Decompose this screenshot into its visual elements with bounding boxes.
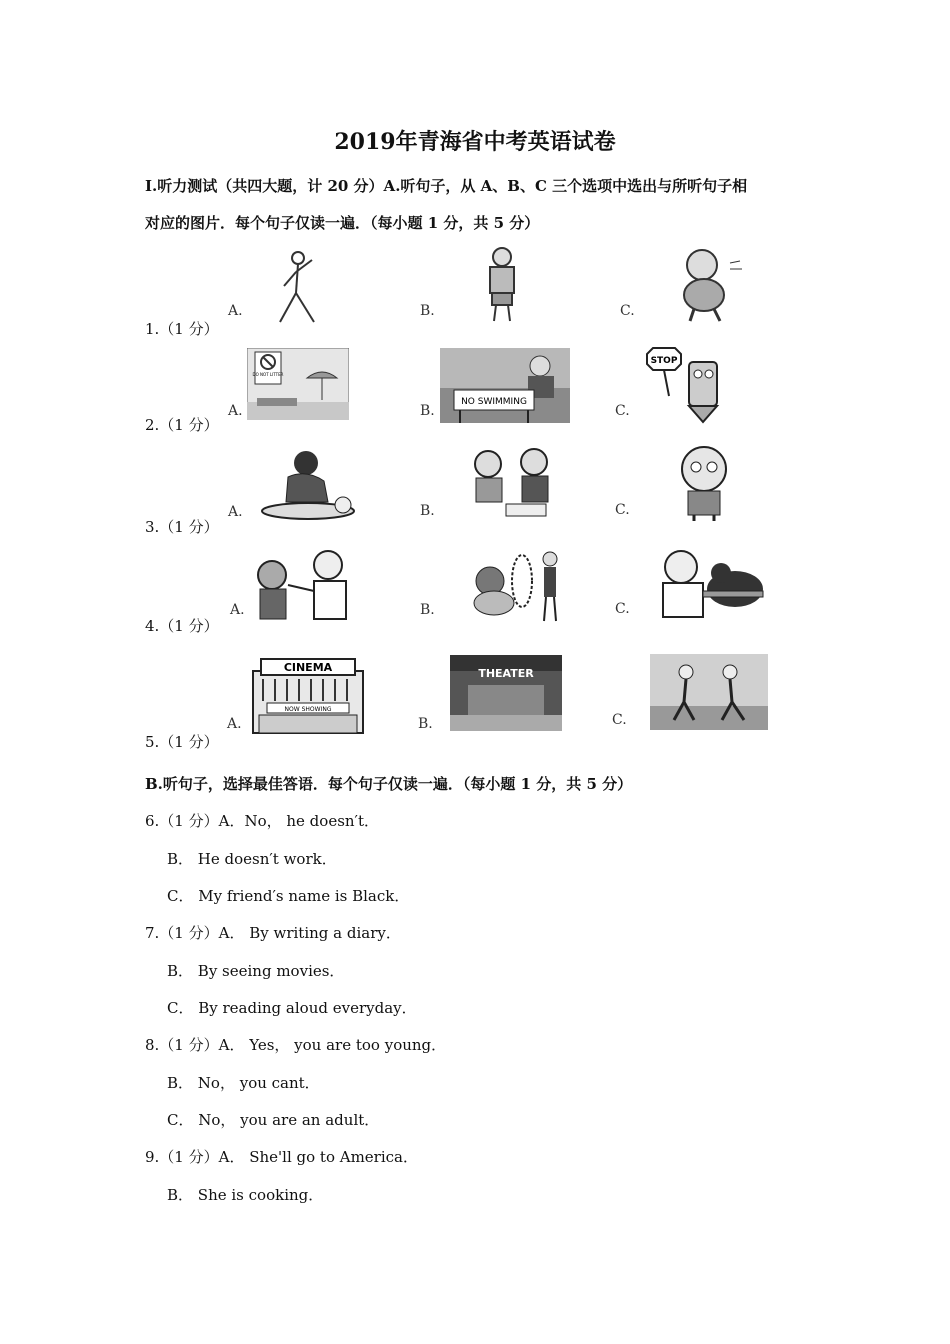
q1-option-c-label: C. xyxy=(620,303,635,319)
q5-option-b-label: B. xyxy=(418,716,433,732)
q3-helping-friend-image xyxy=(462,446,567,526)
q1-walking-man-image xyxy=(270,248,330,328)
question-6-option-c: C． My friend′s name is Black． xyxy=(167,887,410,905)
question-6-option-b: B． He doesn′t work． xyxy=(167,850,337,868)
q2-no-swimming-text: NO SWIMMING xyxy=(461,397,527,407)
q5-option-a-label: A. xyxy=(227,716,242,732)
question-7-option-c: C． By reading aloud everyday． xyxy=(167,999,417,1017)
section-b-instruction: B.听句子，选择最佳答语．每个句子仅读一遍．（每小题 1 分，共 5 分） xyxy=(145,775,633,793)
question-9-option-a: 9.（1 分）A． She'll go to America． xyxy=(145,1148,418,1166)
q3-sick-boy-image xyxy=(660,443,750,523)
q4-vet-dog-image xyxy=(645,545,775,620)
q5-theater-text: THEATER xyxy=(478,667,534,680)
q2-option-c-label: C. xyxy=(615,403,630,419)
q4-option-c-label: C. xyxy=(615,601,630,617)
q5-option-c-label: C. xyxy=(612,712,627,728)
q2-option-b-label: B. xyxy=(420,403,435,419)
question-8-option-b: B． No， you cant． xyxy=(167,1074,320,1092)
question-6-option-a: 6.（1 分）A．No， he doesn′t． xyxy=(145,812,379,830)
q3-option-a-label: A. xyxy=(228,504,243,520)
question-8-option-a: 8.（1 分）A． Yes， you are too young． xyxy=(145,1036,447,1054)
q2-no-swimming-sign-image xyxy=(440,348,570,423)
page-title: 2019年青海省中考英语试卷 xyxy=(334,129,616,155)
question-1-number: 1.（1 分） xyxy=(145,320,219,338)
q2-do-not-litter-text: DO NOT LITTER xyxy=(252,372,284,377)
question-3-number: 3.（1 分） xyxy=(145,518,219,536)
q5-cinema-text: CINEMA xyxy=(283,661,333,674)
q2-stop-sign-pencil-image xyxy=(645,346,735,424)
q2-stop-text: STOP xyxy=(650,356,678,366)
q4-doctor-patient-image xyxy=(250,545,365,625)
q1-fat-boy-running-image xyxy=(660,245,755,325)
question-2-number: 2.（1 分） xyxy=(145,416,219,434)
q3-option-b-label: B. xyxy=(420,503,435,519)
q1-option-b-label: B. xyxy=(420,303,435,319)
question-9-option-b: B． She is cooking． xyxy=(167,1186,324,1204)
q5-theater-image xyxy=(450,655,562,731)
q2-beach-litter-sign-image xyxy=(247,348,349,420)
q3-option-c-label: C. xyxy=(615,502,630,518)
question-5-number: 5.（1 分） xyxy=(145,733,219,751)
section1-instruction-line2: 对应的图片．每个句子仅读一遍．（每小题 1 分，共 5 分） xyxy=(145,214,540,232)
q2-option-a-label: A. xyxy=(228,403,243,419)
section1-instruction-line1: Ⅰ.听力测试（共四大题，计 20 分）A.听句子，从 A、B、C 三个选项中选出与所听句子相 xyxy=(145,177,748,195)
q1-thin-boy-image xyxy=(470,245,535,325)
q3-first-aid-image xyxy=(248,447,358,522)
q5-cinema-image xyxy=(247,657,369,735)
question-4-number: 4.（1 分） xyxy=(145,617,219,635)
question-8-option-c: C． No， you are an adult． xyxy=(167,1111,380,1129)
question-7-option-a: 7.（1 分）A． By writing a diary． xyxy=(145,924,401,942)
q1-option-a-label: A. xyxy=(228,303,243,319)
q4-option-a-label: A. xyxy=(230,602,245,618)
q5-now-showing-text: NOW SHOWING xyxy=(284,706,332,713)
q5-running-people-image xyxy=(650,654,768,730)
q4-option-b-label: B. xyxy=(420,602,435,618)
question-7-option-b: B． By seeing movies． xyxy=(167,962,345,980)
q4-circus-lion-image xyxy=(460,545,580,625)
